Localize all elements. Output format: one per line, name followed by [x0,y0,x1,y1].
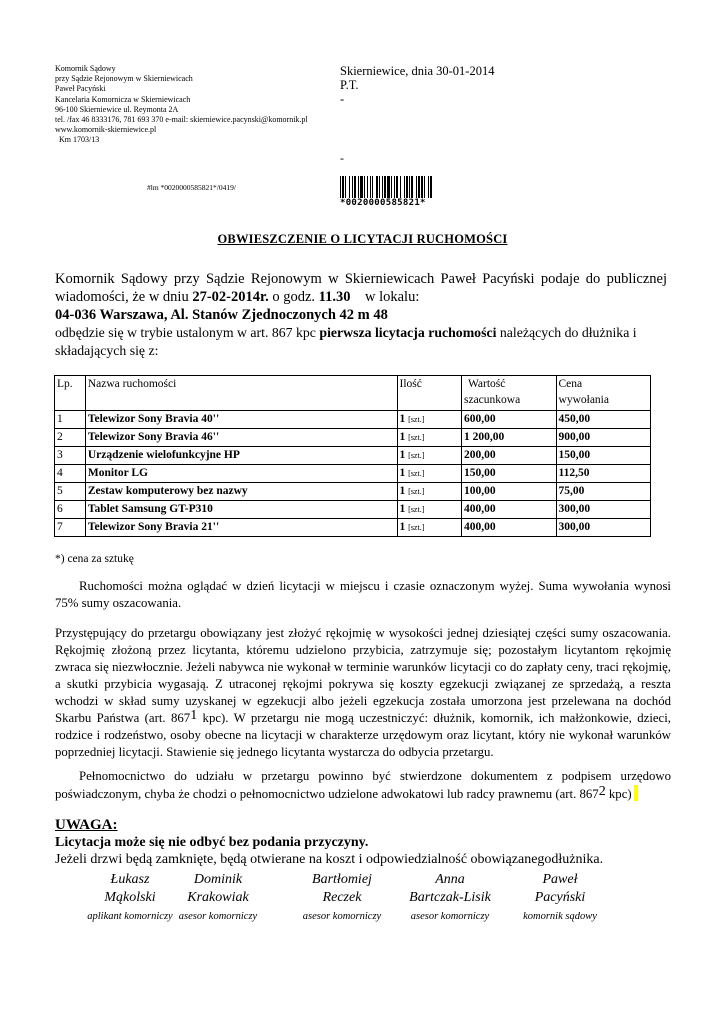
page-title: OBWIESZCZENIE O LICYTACJI RUCHOMOŚCI [217,232,508,246]
qty-value: 1 [399,413,406,425]
items-table [54,375,651,537]
table-row [55,411,651,429]
row-price: 150,00 [556,447,650,465]
row-value: 200,00 [462,447,557,465]
viewing-paragraph: Ruchomości można oglądać w dzień licytacji w miejscu i czasie oznaczonym wyżej. Suma wywołania wynosi 75% sumy oszacowania. [55,579,671,610]
row-name: Urządzenie wielofunkcyjne HP [85,447,397,465]
warning-line: Jeżeli drzwi będą zamknięte, będą otwierane na koszt i odpowiedzialność obowiązanegodłużnika. [55,852,604,867]
row-lp: 4 [55,465,86,483]
table-row [55,483,651,501]
office-line: Kancelaria Komornicza w Skierniewicach [55,94,191,104]
deposit-text: Przystępujący do przetargu obowiązany jest złożyć rękojmię w wysokości jednej dziesiątej części sumy oszacowania. Rękojmię złożoną przez licytanta, któremu udzielono przybicia, zatrzymuje się; pozostałym licytantom rękojmię zwraca się niezwłocznie. Jeżeli nabywca nie wykonał w terminie warunków licytacji co do zapłaty ceny, traci rękojmię, a skutki przybicia wygasają. Z utraconej rękojmi pokrywa się koszty egzekucji związanej ze sprzedażą, a reszta wchodzi w skład sumy uzyskanej w egzekucji albo jeżeli egzekucja została umorzona jest przelewana na dochód Skarbu Państwa (art. 867 [55,626,671,725]
auction-time: 11.30 [318,289,351,305]
row-qty [397,447,461,465]
office-line: tel. /fax 46 8333176, 781 693 370 e-mail: skierniewice.pacynski@komornik.pl [55,115,308,125]
price-note: *) cena za sztukę [55,553,134,565]
addressee-dash: - [340,92,345,106]
qty-unit: [szt.] [408,433,425,442]
signatory-role: komornik sądowy [523,911,597,922]
barcode [340,176,468,198]
office-header [55,64,308,146]
signature-block [390,871,510,922]
col-value-line: szacunkowa [464,394,521,406]
deposit-text: kpc). W przetargu nie mogą uczestniczyć: dłużnik, komornik, ich małżonkowie, dzieci, rodzice i rodzeństwo, osoby obecne na licytacji w charakterze urzędowym oraz licytant, który nie wykonał warunków poprzedniej licytacji. Stawienie się jednego licytanta wystarcza do odbycia przetargu. [55,711,671,759]
signature-block [163,871,273,922]
intro-line [55,288,667,306]
intro-paragraph [55,270,667,360]
row-name: Zestaw komputerowy bez nazwy [85,483,397,501]
qty-value: 1 [399,521,406,533]
row-lp: 2 [55,429,86,447]
col-value-line: Wartość [468,378,506,390]
intro-line [55,324,667,342]
reference-number: #lm *0020000585821*/0419/ [147,183,236,192]
row-price: 75,00 [556,483,650,501]
qty-unit: [szt.] [408,523,425,532]
row-value: 600,00 [462,411,557,429]
place-date-block [340,64,494,106]
signatory-role: asesor komorniczy [302,911,382,922]
qty-value: 1 [399,449,406,461]
signatory-first-name: Paweł [542,872,578,887]
signatory-first-name: Bartłomiej [312,872,372,887]
barcode-text: *0020000585821* [340,198,426,208]
qty-value: 1 [399,503,406,515]
office-line: 96-100 Skierniewice ul. Reymonta 2A [55,104,179,114]
intro-text: odbędzie się w trybie ustalonym w art. 867 kpc [55,325,320,340]
table-header-row [55,376,651,411]
office-line: www.komornik-skierniewice.pl [55,125,157,135]
qty-value: 1 [399,431,406,443]
row-qty [397,411,461,429]
qty-unit: [szt.] [408,415,425,424]
row-lp: 5 [55,483,86,501]
row-lp: 6 [55,501,86,519]
row-value: 100,00 [462,483,557,501]
signatory-last-name: Mąkolski [104,890,156,905]
article-superscript: 1 [190,708,198,723]
article-superscript: 2 [598,784,606,799]
row-name: Tablet Samsung GT-P310 [85,501,397,519]
intro-text: w lokalu: [350,289,420,305]
intro-line: składających się z: [55,343,159,358]
signatory-last-name: Bartczak-Lisik [409,890,491,905]
signatory-role: asesor komorniczy [410,911,490,922]
auction-date: 27-02-2014r. [192,289,269,305]
row-lp: 3 [55,447,86,465]
proxy-text: Pełnomocnictwo do udziału w przetargu powinno być stwierdzone dokumentem z podpisem urzędowo poświadczonym, chyba że chodzi o pełnomocnictwo udzielone adwokatowi lub radcy prawnemu (art. 867 [55,769,671,801]
row-price: 300,00 [556,519,650,537]
deposit-paragraph [55,625,671,761]
table-row [55,519,651,537]
row-value: 400,00 [462,501,557,519]
col-price-line: wywołania [558,394,609,406]
col-value [462,376,557,411]
row-name: Telewizor Sony Bravia 40'' [85,411,397,429]
proxy-text: kpc) [605,787,632,801]
row-value: 1 200,00 [462,429,557,447]
row-name: Telewizor Sony Bravia 21'' [85,519,397,537]
row-name: Monitor LG [85,465,397,483]
table-row [55,465,651,483]
signatory-role: aplikant komorniczy [87,911,173,922]
intro-text: wiadomości, że w dniu [55,289,193,305]
auction-type: pierwsza licytacja ruchomości [319,325,497,340]
qty-unit: [szt.] [408,505,425,514]
signatory-first-name: Anna [435,872,465,887]
highlight-mark [634,785,638,801]
table-row [55,447,651,465]
row-value: 400,00 [462,519,557,537]
signatory-last-name: Pacyński [534,890,586,905]
qty-unit: [szt.] [408,469,425,478]
qty-value: 1 [399,485,406,497]
warning-heading: UWAGA: [55,817,118,833]
row-lp: 1 [55,411,86,429]
auction-address: 04-036 Warszawa, Al. Stanów Zjednoczonych 42 m 48 [55,307,388,323]
row-qty [397,483,461,501]
case-number: Km 1703/13 [59,135,100,145]
row-lp: 7 [55,519,86,537]
row-price: 900,00 [556,429,650,447]
signature-block [282,871,402,922]
qty-value: 1 [399,467,406,479]
intro-line: Komornik Sądowy przy Sądzie Rejonowym w Skierniewicach Paweł Pacyński podaje do publicznej [55,271,667,287]
proxy-paragraph [55,768,671,803]
intro-text: należących do dłużnika i [496,325,637,340]
col-price [556,376,650,411]
row-name: Telewizor Sony Bravia 46'' [85,429,397,447]
intro-text: o godz. [268,289,319,305]
signature-block [500,871,620,922]
signatory-first-name: Dominik [193,872,243,887]
warning-line: Licytacja może się nie odbyć bez podania przyczyny. [55,835,369,850]
col-price-line: Cena [558,378,583,390]
signatory-first-name: Łukasz [110,872,150,887]
row-qty [397,429,461,447]
address-dash: - [340,151,344,165]
office-line: Paweł Pacyński [55,84,106,94]
office-line: Komornik Sądowy [55,64,116,73]
table-row [55,501,651,519]
signatory-last-name: Reczek [322,890,362,905]
col-name: Nazwa ruchomości [85,376,397,411]
row-qty [397,519,461,537]
col-lp: Lp. [55,376,86,411]
row-price: 300,00 [556,501,650,519]
row-qty [397,501,461,519]
place-date: Skierniewice, dnia 30-01-2014 [340,64,495,78]
row-price: 450,00 [556,411,650,429]
signatory-role: asesor komorniczy [178,911,258,922]
table-row [55,429,651,447]
qty-unit: [szt.] [408,487,425,496]
row-qty [397,465,461,483]
row-value: 150,00 [462,465,557,483]
qty-unit: [szt.] [408,451,425,460]
signatory-last-name: Krakowiak [187,890,249,905]
office-line: przy Sądzie Rejonowym w Skierniewicach [55,74,193,84]
row-price: 112,50 [556,465,650,483]
addressee: P.T. [340,78,359,92]
col-qty: Ilość [397,376,461,411]
